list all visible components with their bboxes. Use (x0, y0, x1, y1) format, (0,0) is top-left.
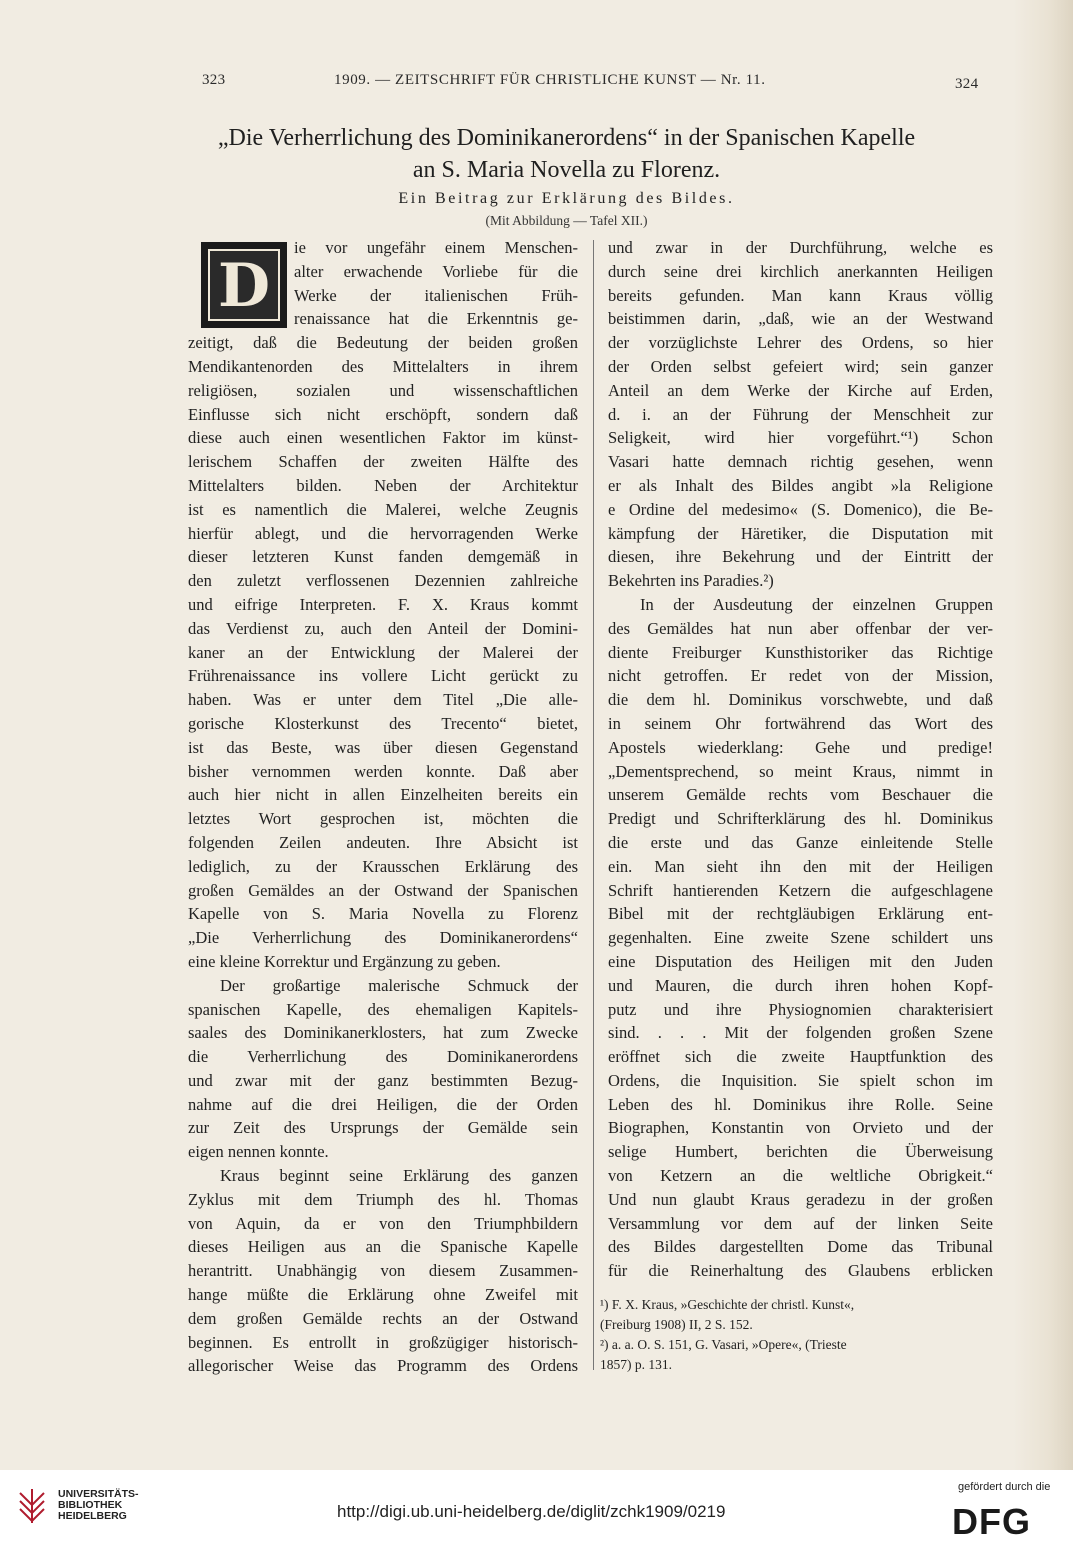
text-line: hierfür ablegt, und die hervorragenden Werke (188, 523, 578, 543)
text-line: Der großartige malerische Schmuck der (220, 975, 578, 995)
text-line: Ordens, die Inquisition. Sie spielt schon im (608, 1070, 993, 1090)
footnote-line: (Freiburg 1908) II, 2 S. 152. (600, 1317, 753, 1332)
permalink-url[interactable]: http://digi.ub.uni-heidelberg.de/diglit/zchk1909/0219 (337, 1502, 726, 1521)
text-line: ist es namentlich die Malerei, welche Zeugnis (188, 499, 578, 519)
text-line: diesen, ihre Bekehrung und der Eintritt der (608, 547, 993, 567)
text-line: durch seine drei kirchlich anerkannten Heiligen (608, 261, 993, 281)
text-line: in seinem Ohr fortwährend das Wort des (608, 713, 993, 733)
university-library-logo-icon (16, 1487, 48, 1525)
text-line: eine Disputation des Heiligen mit den Juden (608, 951, 993, 971)
text-line: und eifrige Interpreten. F. X. Kraus kommt (188, 594, 578, 614)
running-title: 1909. — ZEITSCHRIFT FÜR CHRISTLICHE KUNST — Nr. 11. (334, 72, 766, 88)
page-number-left: 323 (202, 72, 226, 88)
dfg-logo: DFG (952, 1501, 1031, 1542)
text-line: Biographen, Konstantin von Orvieto und der (608, 1118, 993, 1138)
text-line: letztes Wort gesprochen ist, möchten die (188, 809, 578, 829)
text-line: sind. . . . Mit der folgenden großen Szene (608, 1023, 993, 1043)
text-line: Versammlung vor dem auf der linken Seite (608, 1213, 993, 1233)
text-line: beistimmen darin, „daß, wie an der Westwand (608, 309, 993, 329)
text-line: Bibel mit der rechtgläubigen Erklärung ent- (608, 904, 993, 924)
text-line: und zwar mit der ganz bestimmten Bezug- (188, 1070, 578, 1090)
text-line: e Ordine del medesimo« (S. Domenico), die Be- (608, 499, 993, 519)
article-title-line1: „Die Verherrlichung des Dominikanerordens“ in der Spanischen Kapelle (217, 125, 916, 151)
text-line: Leben des hl. Dominikus ihre Rolle. Seine (608, 1094, 993, 1114)
text-line: „Dementsprechend, so meint Kraus, nimmt in (608, 761, 993, 781)
text-line: ist das Beste, was über diesen Gegenstand (188, 737, 578, 757)
left-text-column (188, 236, 578, 1378)
text-line: selige Humbert, berichten die Überweisung (608, 1142, 993, 1162)
text-line: zeitigt, daß die Bedeutung der beiden großen (188, 333, 578, 353)
text-line: allegorischer Weise das Programm des Ordens (188, 1356, 578, 1376)
text-line: auch hier nicht in allen Einzelheiten bereits ein (188, 785, 578, 805)
text-line: ie vor ungefähr einem Menschen- (294, 238, 578, 257)
text-line: nahme auf die drei Heiligen, die der Orden (188, 1094, 578, 1114)
text-line: kaner an der Entwicklung der Malerei der (188, 642, 578, 662)
text-line: religiösen, sozialen und wissenschaftlichen (188, 380, 578, 400)
funded-by-label: gefördert durch die (958, 1481, 1051, 1493)
text-line: diente Freiburger Kunsthistoriker das Richtige (608, 642, 993, 662)
text-line: unserem Gemälde rechts vom Beschauer die (608, 785, 993, 805)
text-line: spanischen Kapelle, des ehemaligen Kapitels- (188, 999, 578, 1019)
text-line: Anteil an dem Werke der Kirche auf Erden, (608, 380, 993, 400)
article-subtitle: Ein Beitrag zur Erklärung des Bildes. (398, 190, 735, 207)
text-line: hange müßte die Erklärung ohne Zweifel mit (188, 1285, 578, 1305)
text-line: Seligkeit, wird hier vorgeführt.“¹) Schon (608, 428, 993, 448)
footnote-line: 1857) p. 131. (600, 1357, 672, 1372)
text-line: des Bildes dargestellten Dome das Tribunal (608, 1237, 993, 1257)
text-line: er als Inhalt des Bildes angibt »la Religione (608, 475, 993, 495)
text-line: dieser letzteren Kunst fanden demgemäß in (188, 547, 578, 567)
text-line: renaissance hat die Erkenntnis ge- (294, 309, 578, 329)
illustration-note: (Mit Abbildung — Tafel XII.) (485, 213, 648, 228)
text-line: dieses Heiligen aus an die Spanische Kapelle (188, 1237, 578, 1257)
text-line: beginnen. Es entrollt in großzügiger historisch- (188, 1332, 578, 1352)
text-line: herantritt. Unabhängig von diesem Zusammen- (188, 1261, 578, 1281)
text-line: d. i. an der Führung der Menschheit zur (608, 404, 993, 424)
text-line: diese auch einen wesentlichen Faktor im künst- (188, 428, 578, 448)
text-line: haben. Was er unter dem Titel „Die alle- (188, 690, 578, 710)
text-line: lediglich, zu der Krausschen Erklärung des (188, 856, 578, 876)
text-line: folgenden Zeilen andeuten. Ihre Absicht ist (188, 832, 578, 852)
text-line: Und nun glaubt Kraus geradezu in der großen (608, 1189, 993, 1209)
text-line: bisher vernommen werden konnte. Daß aber (188, 761, 578, 781)
text-line: In der Ausdeutung der einzelnen Gruppen (640, 594, 993, 614)
text-line: von Ketzern an die weltliche Obrigkeit.“ (608, 1166, 993, 1186)
text-line: und zwar in der Durchführung, welche es (608, 238, 993, 257)
footnote-1 (600, 1295, 993, 1335)
column-divider (593, 240, 594, 1370)
library-line: BIBLIOTHEK (58, 1499, 123, 1511)
text-line: Zyklus mit dem Triumph des hl. Thomas (188, 1189, 578, 1209)
text-line: von Aquin, da er von den Triumphbildern (188, 1213, 578, 1233)
text-line: alter erwachende Vorliebe für die (294, 261, 578, 281)
right-text-column (608, 236, 993, 1283)
text-line: die Verherrlichung des Dominikanerordens (188, 1047, 578, 1067)
text-line: eine kleine Korrektur und Ergänzung zu geben. (188, 951, 501, 971)
text-line: kämpfung der Häretiker, die Disputation mit (608, 523, 993, 543)
text-line: des Gemäldes hat nun aber offenbar der ver- (608, 618, 993, 638)
text-line: großen Gemäldes an der Ostwand der Spanischen (188, 880, 578, 900)
text-line: Vasari hatte demnach richtig gesehen, wenn (608, 452, 993, 472)
text-line: Bekehrten ins Paradies.²) (608, 571, 774, 591)
footnote-2 (600, 1335, 993, 1375)
page-number-right: 324 (955, 76, 979, 92)
text-line: für die Reinerhaltung des Glaubens erblicken (608, 1261, 993, 1281)
text-line: der Orden selbst gefeiert wird; sein ganzer (608, 356, 993, 376)
text-line: Werke der italienischen Früh- (294, 285, 578, 305)
library-name (58, 1489, 139, 1522)
text-line: Predigt und Schrifterklärung des hl. Dominikus (608, 809, 993, 829)
text-line: den zuletzt verflossenen Dezennien zahlreiche (188, 571, 578, 591)
text-line: gorische Klosterkunst des Trecento“ bietet, (188, 713, 578, 733)
article-title-line2: an S. Maria Novella zu Florenz. (412, 157, 721, 183)
text-line: nicht getroffen. Er redet von der Mission, (608, 666, 993, 686)
text-line: die erste und das Ganze einleitende Stelle (608, 832, 993, 852)
library-line: UNIVERSITÄTS- (58, 1488, 139, 1500)
text-line: bereits gefunden. Man kann Kraus völlig (608, 285, 993, 305)
text-line: ein. Man sieht ihn den mit der Heiligen (608, 856, 993, 876)
text-line: und Mauren, die durch ihren hohen Kopf- (608, 975, 993, 995)
text-line: eröffnet sich die zweite Hauptfunktion des (608, 1047, 993, 1067)
footnote-line: ¹) F. X. Kraus, »Geschichte der christl. Kunst«, (600, 1297, 855, 1312)
text-line: die dem hl. Dominikus vorschwebte, und daß (608, 690, 993, 710)
text-line: Mittelalters bilden. Neben der Architektur (188, 475, 578, 495)
footnote-line: ²) a. a. O. S. 151, G. Vasari, »Opere«, (Trieste (600, 1337, 847, 1352)
text-line: lerischem Schaffen der zweiten Hälfte des (188, 452, 578, 472)
text-line: eigen nennen konnte. (188, 1142, 329, 1162)
text-line: Mendikantenorden des Mittelalters in ihrem (188, 356, 578, 376)
text-line: putz und ihre Physiognomien charakterisiert (608, 999, 993, 1019)
text-line: gegenhalten. Eine zweite Szene schildert uns (608, 928, 993, 948)
text-line: Kraus beginnt seine Erklärung des ganzen (220, 1166, 578, 1186)
text-line: Apostels wiederklang: Gehe und predige! (608, 737, 993, 757)
text-line: Einflusse sich nicht erschöpft, sondern daß (188, 404, 578, 424)
library-line: HEIDELBERG (58, 1510, 127, 1522)
text-line: saales des Dominikanerklosters, hat zum Zwecke (188, 1023, 578, 1043)
text-line: Kapelle von S. Maria Novella zu Florenz (188, 904, 578, 924)
drop-cap-letter: D (217, 251, 271, 321)
text-line: dem großen Gemälde rechts an der Ostwand (188, 1308, 578, 1328)
text-line: Schrift hantierenden Ketzern die aufgeschlagene (608, 880, 993, 900)
text-line: „Die Verherrlichung des Dominikanerordens“ (188, 928, 578, 948)
text-line: der vorzüglichste Lehrer des Ordens, so hier (608, 333, 993, 353)
text-line: Frührenaissance ins vollere Licht gerückt zu (188, 666, 578, 686)
text-line: das Verdienst zu, auch den Anteil der Domini- (188, 618, 578, 638)
text-line: zur Zeit des Ursprungs der Gemälde sein (188, 1118, 578, 1138)
